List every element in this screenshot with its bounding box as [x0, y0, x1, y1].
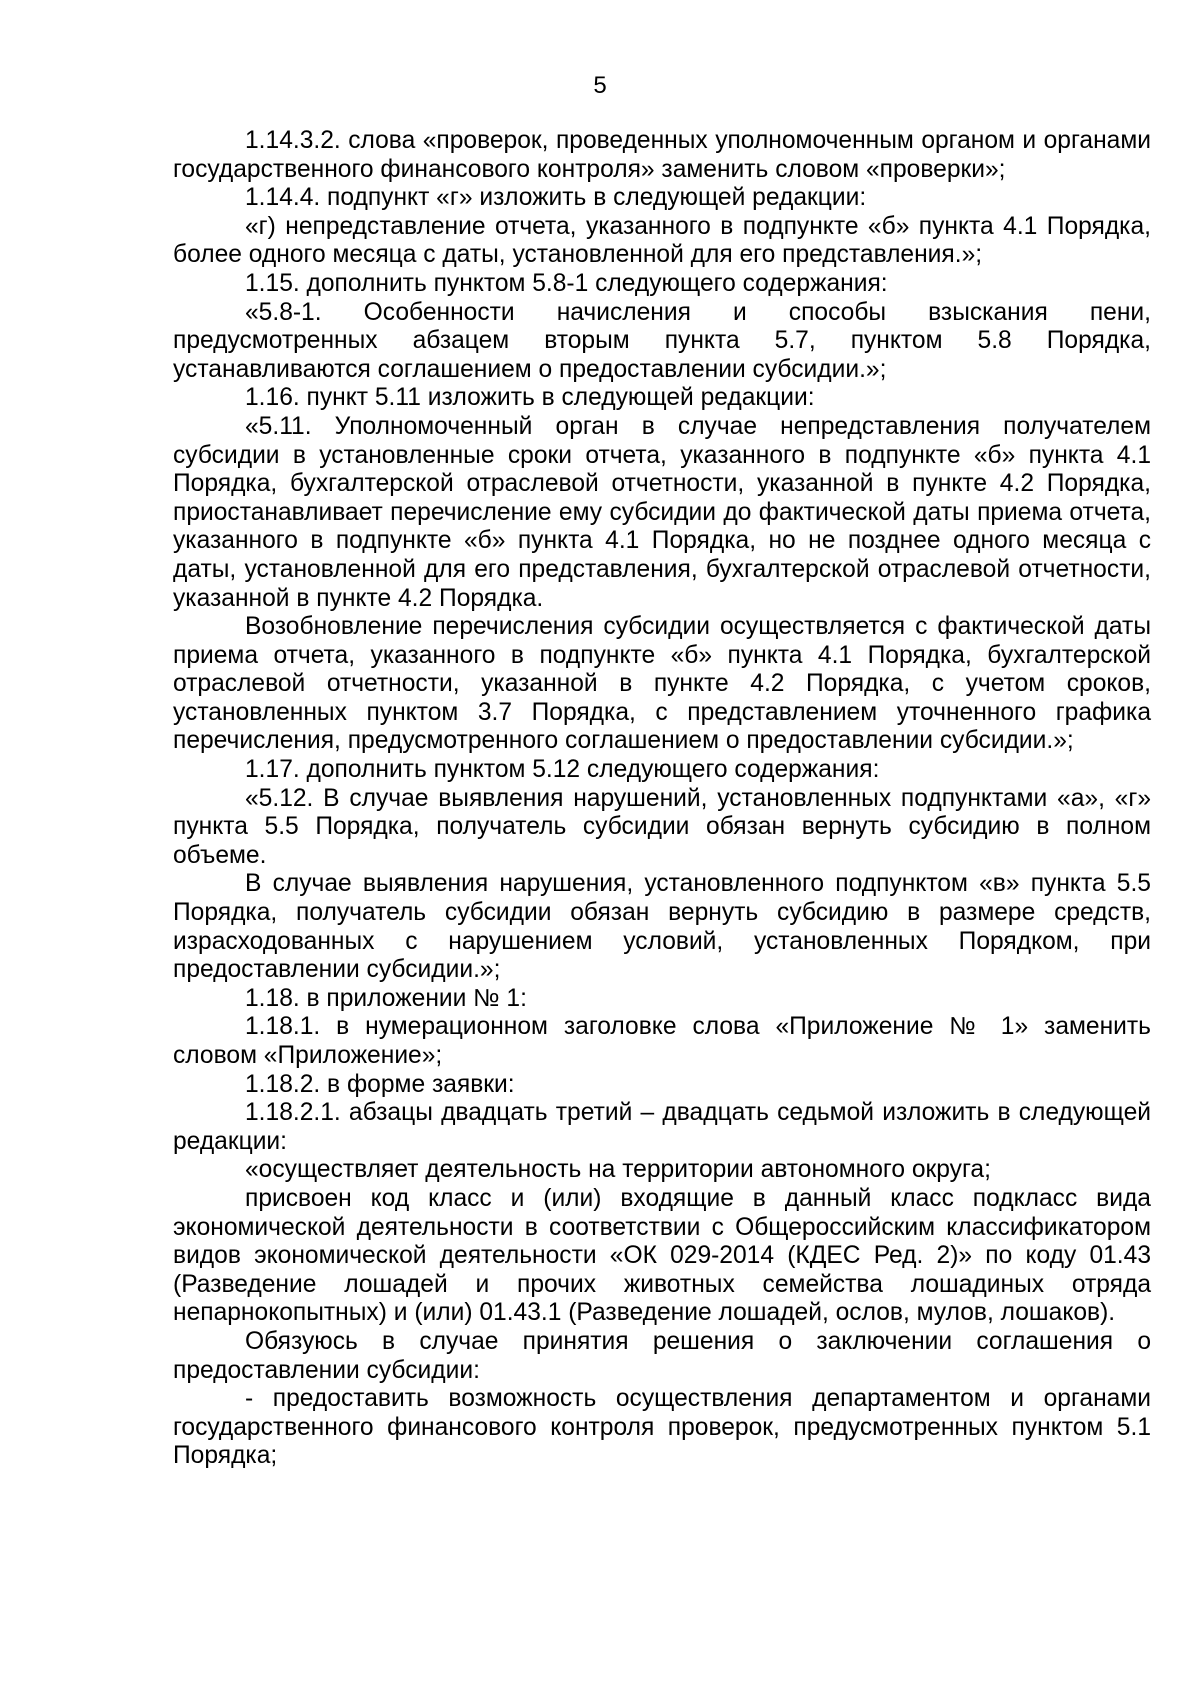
- document-body: [173, 127, 1151, 1471]
- paragraph-1-18-2: 1.18.2. в форме заявки:: [245, 1070, 515, 1098]
- paragraph-subitem-g: «г) непредставление отчета, указанного в подпункте «б» пункта 4.1 Порядка, более одного месяца с даты, установленной для его представления.»;: [173, 212, 1151, 269]
- paragraph-5-11: «5.11. Уполномоченный орган в случае непредставления получателем субсидии в установленные сроки отчета, указанного в подпункте «б» пункта 4.1 Порядка, бухгалтерской отраслевой отчетности, указанной в пункте 4.2 Порядка, приостанавливает перечисление ему субсидии до фактической даты приема отчета, указанного в подпункте «б» пункта 4.1 Порядка, но не позднее одного месяца с даты, установленной для его представления, бухгалтерской отраслевой отчетности, указанной в пункте 4.2 Порядка.: [173, 412, 1151, 612]
- paragraph-okved-code: присвоен код класс и (или) входящие в данный класс подкласс вида экономической деятельности в соответствии с Общероссийским классификатором видов экономической деятельности «ОК 029-2014 (КДЕС Ред. 2)» по коду 01.43 (Разведение лошадей и прочих животных семейства лошадиных отряда непарнокопытных) и (или) 01.43.1 (Разведение лошадей, ослов, мулов, лошаков).: [173, 1184, 1151, 1327]
- paragraph-obligation: Обязуюсь в случае принятия решения о заключении соглашения о предоставлении субсидии:: [173, 1327, 1151, 1384]
- paragraph-1-18-1: 1.18.1. в нумерационном заголовке слова «Приложение № 1» заменить словом «Приложение»;: [173, 1013, 1151, 1069]
- paragraph-resumption: Возобновление перечисления субсидии осуществляется с фактической даты приема отчета, указанного в подпункте «б» пункта 4.1 Порядка, бухгалтерской отраслевой отчетности, указанной в пункте 4.2 Порядка, с учетом сроков, установленных пунктом 3.7 Порядка, с представлением уточненного графика перечисления, предусмотренного соглашением о предоставлении субсидии.»;: [173, 613, 1151, 755]
- page-number: 5: [593, 72, 607, 99]
- paragraph-1-17: 1.17. дополнить пунктом 5.12 следующего содержания:: [245, 756, 880, 784]
- paragraph-5-12: «5.12. В случае выявления нарушений, установленных подпунктами «а», «г» пункта 5.5 Порядка, получатель субсидии обязан вернуть субсидию в полном объеме.: [173, 784, 1151, 869]
- paragraph-1-14-4: 1.14.4. подпункт «г» изложить в следующей редакции:: [245, 184, 867, 212]
- paragraph-1-15: 1.15. дополнить пунктом 5.8-1 следующего содержания:: [245, 269, 888, 297]
- paragraph-violation-v: В случае выявления нарушения, установленного подпунктом «в» пункта 5.5 Порядка, получатель субсидии обязан вернуть субсидию в размере средств, израсходованных с нарушением условий, установленных Порядком, при предоставлении субсидии.»;: [173, 870, 1151, 984]
- paragraph-1-16: 1.16. пункт 5.11 изложить в следующей редакции:: [245, 384, 815, 412]
- paragraph-5-8-1: «5.8-1. Особенности начисления и способы взыскания пени, предусмотренных абзацем вторым пункта 5.7, пунктом 5.8 Порядка, устанавливаются соглашением о предоставлении субсидии.»;: [173, 298, 1151, 383]
- paragraph-1-18: 1.18. в приложении № 1:: [245, 984, 527, 1012]
- paragraph-1-14-3-2: 1.14.3.2. слова «проверок, проведенных уполномоченным органом и органами государственного финансового контроля» заменить словом «проверки»;: [173, 127, 1151, 183]
- paragraph-1-18-2-1: 1.18.2.1. абзацы двадцать третий – двадцать седьмой изложить в следующей редакции:: [173, 1099, 1151, 1155]
- paragraph-territory: «осуществляет деятельность на территории автономного округа;: [245, 1156, 991, 1184]
- paragraph-inspections: - предоставить возможность осуществления департаментом и органами государственного финансового контроля проверок, предусмотренных пунктом 5.1 Порядка;: [173, 1385, 1151, 1470]
